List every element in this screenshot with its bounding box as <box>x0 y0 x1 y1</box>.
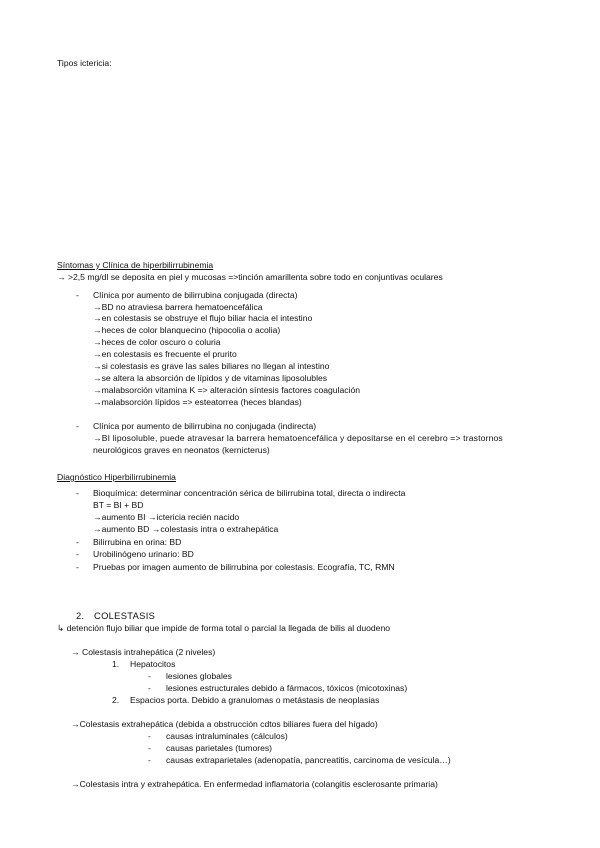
colestasis-number: 2. <box>76 610 85 621</box>
sintomas-intro: → >2,5 mg/dl se deposita en piel y mucosas =>tinción amarillenta sobre todo en conjuntivas oculares <box>57 272 443 282</box>
conjugada-item: →si colestasis es grave las sales biliares no llegan al intestino <box>93 361 330 371</box>
conjugada-item: →heces de color oscuro o coluria <box>93 337 221 347</box>
bullet-dash: - <box>148 671 151 681</box>
lesiones-globales: lesiones globales <box>166 671 232 681</box>
bullet-dash: - <box>76 562 79 572</box>
conjugada-item: →en colestasis es frecuente el prurito <box>93 349 237 359</box>
sintomas-heading: Síntomas y Clínica de hiperbilirrubinemia <box>57 260 214 270</box>
imagen-line: Pruebas por imagen aumento de bilirrubina por colestasis. Ecografía, TC, RMN <box>93 562 395 572</box>
bullet-dash: - <box>148 683 151 693</box>
bullet-dash: - <box>76 488 79 498</box>
bioquimica-line: Bioquímica: determinar concentración sérica de bilirrubina total, directa o indirecta <box>93 488 406 498</box>
conjugada-item: →se altera la absorción de lípidos y de vitaminas liposolubles <box>93 373 328 383</box>
no-conjugada-line1: →BI liposoluble, puede atravesar la barrera hematoencefálica y depositarse en el cerebro => trastornos <box>93 433 503 443</box>
lesiones-estructurales: lesiones estructurales debido a fármacos, tóxicos (micotoxinas) <box>166 683 408 693</box>
colestasis-title: COLESTASIS <box>94 610 156 621</box>
bullet-dash: - <box>148 731 151 741</box>
conjugada-item: →heces de color blanquecino (hipocolia o acolia) <box>93 325 281 335</box>
aumento-bi-line: →aumento BI →ictericia recién nacido <box>93 512 240 522</box>
intra-extrahepatica-line: →Colestasis intra y extrahepática. En enfermedad inflamatoria (colangitis esclerosante primaria) <box>71 779 438 789</box>
urobilinogeno-line: Urobilinógeno urinario: BD <box>93 549 194 559</box>
conjugada-item: →BD no atraviesa barrera hematoencefálica <box>93 302 263 312</box>
causas-parietales: causas parietales (tumores) <box>166 743 273 753</box>
bullet-dash: - <box>148 743 151 753</box>
conjugada-item: →en colestasis se obstruye el flujo biliar hacia el intestino <box>93 313 313 323</box>
bullet-dash: - <box>76 537 79 547</box>
colestasis-definition: ↳ detención flujo biliar que impide de forma total o parcial la llegada de bilis al duodeno <box>57 623 391 633</box>
diagnostico-heading: Diagnóstico Hiperbilirrubinemia <box>57 472 176 482</box>
espacios-number: 2. <box>112 695 120 705</box>
causas-intraluminales: causas intraluminales (cálculos) <box>166 731 288 741</box>
no-conjugada-line2: neurológicos graves en neonatos (kernicterus) <box>93 445 270 455</box>
bullet-dash: - <box>76 290 79 300</box>
orina-line: Bilirrubina en orina: BD <box>93 537 182 547</box>
hepatocitos-number: 1. <box>112 659 120 669</box>
hepatocitos-label: Hepatocitos <box>130 659 176 669</box>
bilirubin-formula: BT = BI + BD <box>93 500 144 510</box>
tipos-ictericia-title: Tipos ictericia: <box>57 58 112 68</box>
conjugada-title: Clínica por aumento de bilirrubina conjugada (directa) <box>93 290 298 300</box>
conjugada-item: →malabsorción vitamina K => alteración síntesis factores coagulación <box>93 385 361 395</box>
aumento-bd-line: →aumento BD →colestasis intra o extrahepática <box>93 524 279 534</box>
bullet-dash: - <box>148 755 151 765</box>
no-conjugada-title: Clínica por aumento de bilirrubina no conjugada (indirecta) <box>93 421 317 431</box>
intrahepatica-line: → Colestasis intrahepática (2 niveles) <box>71 647 216 657</box>
bullet-dash: - <box>76 549 79 559</box>
conjugada-item: →malabsorción lípidos => esteatorrea (heces blandas) <box>93 397 302 407</box>
bullet-dash: - <box>76 421 79 431</box>
causas-extraparietales: causas extraparietales (adenopatía, pancreatitis, carcinoma de vesícula…) <box>166 755 451 765</box>
espacios-porta-line: Espacios porta. Debido a granulomas o metástasis de neoplasias <box>130 695 380 705</box>
extrahepatica-line: →Colestasis extrahepática (debida a obstrucción cdtos biliares fuera del hígado) <box>71 719 378 729</box>
